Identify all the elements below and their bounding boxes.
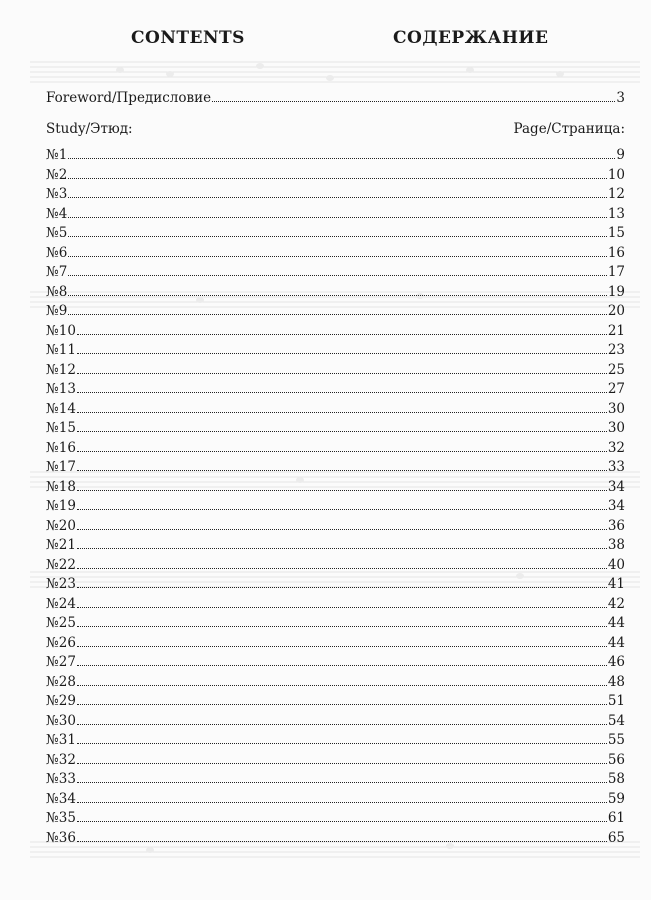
toc-row-study[interactable] — [46, 752, 625, 768]
toc-row-study[interactable] — [46, 713, 625, 729]
leader-dots — [77, 353, 607, 354]
toc-row-study[interactable] — [46, 381, 625, 397]
toc-entry-label: №26 — [46, 634, 76, 651]
toc-entry-label: №17 — [46, 459, 76, 475]
leader-dots — [77, 763, 607, 764]
toc-entry-page: 30 — [607, 420, 625, 436]
toc-entry-label: №12 — [46, 361, 76, 378]
leader-dots — [77, 704, 607, 705]
leader-dots — [77, 665, 607, 666]
leader-dots — [77, 568, 607, 569]
toc-row-study[interactable] — [46, 771, 625, 787]
toc-entry-page: 61 — [607, 810, 625, 826]
toc-row-study[interactable] — [46, 596, 625, 612]
leader-dots — [68, 236, 606, 237]
leader-dots — [68, 256, 606, 257]
toc-entry-page: 44 — [607, 615, 625, 631]
study-column-header: Study/Этюд: — [46, 121, 133, 137]
page-column-header: Page/Страница: — [513, 121, 625, 137]
toc-entry-label: №13 — [46, 381, 76, 397]
toc-row-study[interactable] — [46, 284, 625, 300]
leader-dots — [77, 802, 607, 803]
leader-dots — [77, 821, 607, 822]
toc-row-study[interactable] — [46, 459, 625, 475]
leader-dots — [77, 334, 607, 335]
leader-dots — [68, 314, 606, 315]
toc-entry-page: 32 — [607, 439, 625, 456]
toc-entry-label: №10 — [46, 322, 76, 339]
toc-entry-label: №32 — [46, 751, 76, 768]
leader-dots — [77, 587, 607, 588]
toc-entry-label: №36 — [46, 829, 76, 846]
toc-row-study[interactable] — [46, 167, 625, 183]
toc-entry-label: №21 — [46, 537, 76, 553]
leader-dots — [77, 509, 607, 510]
toc-entry-label: №5 — [46, 225, 68, 241]
toc-row-study[interactable] — [46, 206, 625, 222]
toc-row-study[interactable] — [46, 342, 625, 358]
leader-dots — [68, 217, 606, 218]
toc-entry-page: 16 — [607, 244, 625, 261]
toc-row-study[interactable] — [46, 401, 625, 417]
toc-row-study[interactable] — [46, 264, 625, 280]
leader-dots — [77, 412, 607, 413]
leader-dots — [77, 431, 607, 432]
toc-entry-page: 34 — [607, 498, 625, 514]
toc-entry-label: №9 — [46, 303, 68, 319]
leader-dots — [68, 158, 615, 159]
leader-dots — [77, 548, 607, 549]
toc-entry-label: №27 — [46, 654, 76, 670]
toc-row-study[interactable] — [46, 303, 625, 319]
toc-row-study[interactable] — [46, 498, 625, 514]
toc-entry-label: №29 — [46, 693, 76, 709]
toc-entry-page: 12 — [607, 186, 625, 202]
toc-entry-page: 10 — [607, 166, 625, 183]
toc-row-study[interactable] — [46, 791, 625, 807]
leader-dots — [77, 373, 607, 374]
leader-dots — [77, 392, 607, 393]
toc-entry-label: №25 — [46, 615, 76, 631]
toc-entry-page: 38 — [607, 537, 625, 553]
contents-title-russian: СОДЕРЖАНИЕ — [393, 28, 549, 48]
toc-entry-label: №14 — [46, 400, 76, 417]
toc-row-study[interactable] — [46, 830, 625, 846]
toc-entry-page: 46 — [607, 654, 625, 670]
toc-entry-page: 3 — [616, 90, 625, 106]
toc-row-study[interactable] — [46, 420, 625, 436]
toc-entry-page: 55 — [607, 732, 625, 748]
toc-entry-page: 41 — [607, 576, 625, 592]
toc-entry-page: 19 — [607, 283, 625, 300]
leader-dots — [77, 529, 607, 530]
toc-entry-label: №23 — [46, 576, 76, 592]
toc-entry-page: 25 — [607, 361, 625, 378]
toc-row-study[interactable] — [46, 537, 625, 553]
toc-entry-page: 56 — [607, 751, 625, 768]
leader-dots — [77, 724, 607, 725]
toc-entry-page: 40 — [607, 556, 625, 573]
toc-entry-page: 21 — [607, 322, 625, 339]
toc-entry-page: 59 — [607, 790, 625, 807]
toc-entry-label: №4 — [46, 205, 68, 222]
toc-row-study[interactable] — [46, 147, 625, 163]
toc-entry-page: 30 — [607, 400, 625, 417]
toc-entry-label: №16 — [46, 439, 76, 456]
toc-row-study[interactable] — [46, 440, 625, 456]
toc-entry-page: 17 — [607, 264, 625, 280]
toc-row-study[interactable] — [46, 479, 625, 495]
toc-entry-label: №35 — [46, 810, 76, 826]
toc-entry-label: №1 — [46, 147, 68, 163]
toc-entry-page: 48 — [607, 673, 625, 690]
toc-entry-label: №15 — [46, 420, 76, 436]
toc-entry-label: №6 — [46, 244, 68, 261]
toc-row-study[interactable] — [46, 635, 625, 651]
leader-dots — [77, 607, 607, 608]
toc-entry-page: 15 — [607, 225, 625, 241]
toc-row-study[interactable] — [46, 615, 625, 631]
leader-dots — [77, 743, 607, 744]
toc-entry-label: №34 — [46, 790, 76, 807]
toc-row-study[interactable] — [46, 225, 625, 241]
leader-dots — [77, 685, 607, 686]
toc-entry-label: №22 — [46, 556, 76, 573]
toc-row-study[interactable] — [46, 810, 625, 826]
toc-row-study[interactable] — [46, 576, 625, 592]
leader-dots — [77, 451, 607, 452]
toc-entry-page: 65 — [607, 829, 625, 846]
toc-entry-page: 58 — [607, 771, 625, 787]
toc-entry-label: №19 — [46, 498, 76, 514]
toc-row-study[interactable] — [46, 245, 625, 261]
toc-row-study[interactable] — [46, 674, 625, 690]
toc-row-study[interactable] — [46, 362, 625, 378]
leader-dots — [77, 490, 607, 491]
leader-dots — [77, 470, 607, 471]
toc-entry-label: №24 — [46, 595, 76, 612]
toc-entry-page: 9 — [616, 147, 625, 163]
toc-entry-page: 34 — [607, 478, 625, 495]
leader-dots — [77, 626, 607, 627]
toc-entry-label: №33 — [46, 771, 76, 787]
toc-row-study[interactable] — [46, 654, 625, 670]
toc-entry-label: №18 — [46, 478, 76, 495]
toc-entry-label: №11 — [46, 342, 76, 358]
toc-entry-page: 54 — [607, 712, 625, 729]
toc-entry-label: №3 — [46, 186, 68, 202]
toc-entry-page: 44 — [607, 634, 625, 651]
toc-entry-page: 51 — [607, 693, 625, 709]
toc-row-study[interactable] — [46, 323, 625, 339]
toc-entry-label: №7 — [46, 264, 68, 280]
toc-entry-page: 20 — [607, 303, 625, 319]
toc-entry-page: 27 — [607, 381, 625, 397]
leader-dots — [68, 178, 606, 179]
toc-entry-label: №20 — [46, 517, 76, 534]
toc-entry-page: 23 — [607, 342, 625, 358]
toc-entry-page: 33 — [607, 459, 625, 475]
leader-dots — [77, 646, 607, 647]
leader-dots — [77, 782, 607, 783]
toc-row-study[interactable] — [46, 186, 625, 202]
toc-entry-label: №31 — [46, 732, 76, 748]
toc-row-study[interactable] — [46, 732, 625, 748]
toc-entry-page: 36 — [607, 517, 625, 534]
contents-title-english: CONTENTS — [131, 28, 245, 48]
toc-entry-page: 13 — [607, 205, 625, 222]
toc-entry-label: №30 — [46, 712, 76, 729]
toc-entry-label: Foreword/Предисловие — [46, 90, 212, 106]
toc-row-study[interactable] — [46, 557, 625, 573]
toc-entry-label: №2 — [46, 166, 68, 183]
leader-dots — [68, 197, 606, 198]
toc-entry-page: 42 — [607, 595, 625, 612]
toc-entry-label: №28 — [46, 673, 76, 690]
toc-row-study[interactable] — [46, 693, 625, 709]
leader-dots — [68, 275, 606, 276]
leader-dots — [77, 841, 607, 842]
leader-dots — [68, 295, 606, 296]
toc-row-study[interactable] — [46, 518, 625, 534]
toc-entry-label: №8 — [46, 283, 68, 300]
